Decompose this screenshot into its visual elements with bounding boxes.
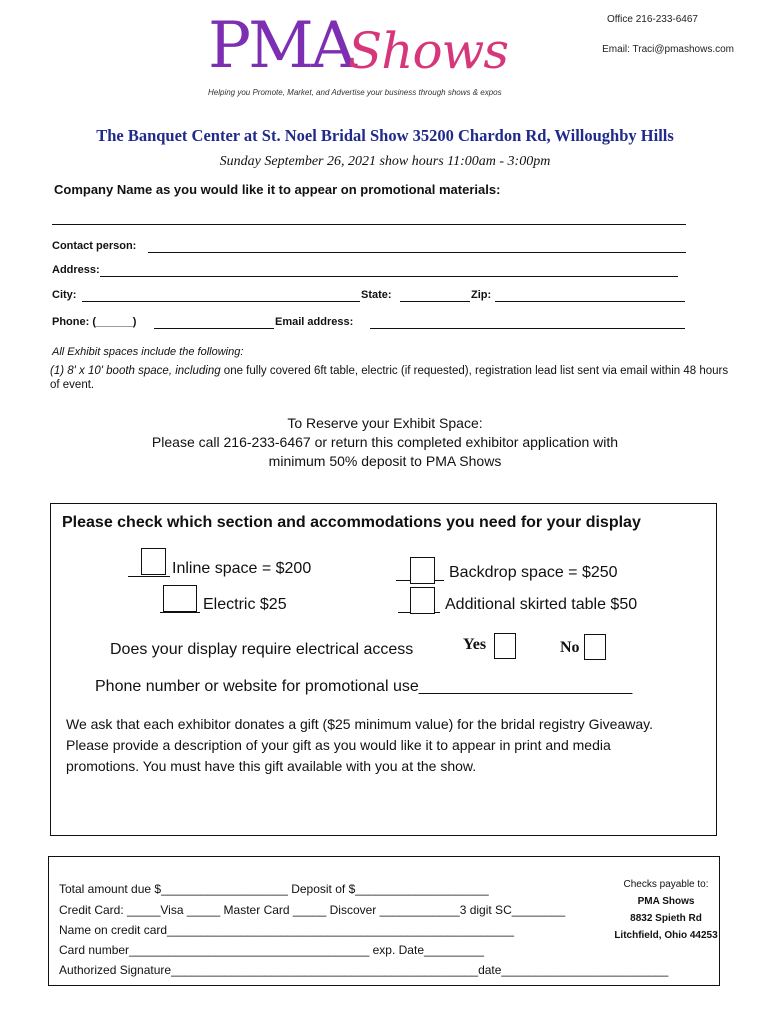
logo-shows-text: Shows [348,22,509,80]
city-field[interactable] [82,301,360,302]
exhibit-booth-size: (1) 8' x 10' booth space, including [50,365,221,377]
total-deposit-line[interactable]: Total amount due $___________________ Deposit of $____________________ [59,882,489,896]
zip-field[interactable] [495,301,685,302]
email-address-label: Email address: [275,316,354,328]
logo-tagline: Helping you Promote, Market, and Advertise your business through shows & expos [208,88,502,97]
reserve-line-2: Please call 216-233-6467 or return this completed exhibitor application with [151,434,619,450]
electrical-access-question: Does your display require electrical access [110,641,414,658]
backdrop-space-checkbox[interactable] [410,557,435,584]
card-number-line[interactable]: Card number____________________________________ exp. Date_________ [59,943,485,957]
exhibit-includes-list: one fully covered 6ft table, electric (if requested), registration lead list sent via email within 48 hours of event. [50,365,729,391]
electrical-no-checkbox[interactable] [584,634,606,660]
reserve-instructions [0,414,770,471]
checks-payable-block [606,879,726,941]
name-on-card-line[interactable]: Name on credit card____________________________________________________ [59,923,515,937]
state-label: State: [361,289,392,301]
office-phone: Office 216-233-6467 [607,14,698,25]
backdrop-space-label: Backdrop space = $250 [449,564,618,581]
exhibit-includes-detail [50,364,730,392]
checks-payable-label: Checks payable to: [623,879,709,890]
authorized-signature-line[interactable]: Authorized Signature______________________________________________date_________________________ [59,963,669,977]
gift-donation-text: We ask that each exhibitor donates a gift ($25 minimum value) for the bridal registry Giveaway. Please provide a description of your gift as you would like it to appear in print and media promotions. You must have this gift available with you at the show. [66,716,653,774]
pma-shows-logo [200,0,510,100]
electrical-yes-label: Yes [463,636,487,653]
email-address-field[interactable] [370,328,685,329]
reserve-line-3: minimum 50% deposit to PMA Shows [268,453,502,469]
exhibit-includes-note: All Exhibit spaces include the following: [52,346,244,358]
office-email: Email: Traci@pmashows.com [602,44,734,55]
electrical-yes-checkbox[interactable] [494,633,516,659]
zip-label: Zip: [471,289,492,301]
credit-card-type-line[interactable]: Credit Card: _____Visa _____ Master Card _____ Discover ____________3 digit SC________ [59,903,566,917]
electric-checkbox[interactable] [163,585,197,612]
promo-contact-question[interactable]: Phone number or website for promotional use________________________ [95,678,633,695]
address-label: Address: [52,264,100,276]
skirted-table-label: Additional skirted table $50 [445,596,638,613]
company-name-field[interactable] [52,224,686,225]
accommodations-title: Please check which section and accommodations you need for your display [62,514,641,531]
event-title: The Banquet Center at St. Noel Bridal Show 35200 Chardon Rd, Willoughby Hills [96,126,674,145]
payee-name: PMA Shows [637,896,695,907]
contact-person-field[interactable] [148,252,686,253]
inline-space-checkbox[interactable] [141,548,166,575]
payee-street: 8832 Spieth Rd [630,913,702,924]
logo-pma-text: PMA [208,9,354,83]
phone-label: Phone: (______) [52,316,137,328]
phone-field[interactable] [154,328,274,329]
inline-space-label: Inline space = $200 [172,560,312,577]
electric-underline [160,612,200,613]
contact-person-label: Contact person: [52,240,137,252]
electrical-no-label: No [560,639,580,656]
inline-underline [128,576,170,577]
company-name-label: Company Name as you would like it to appear on promotional materials: [54,182,501,197]
payee-city: Litchfield, Ohio 44253 [614,930,718,941]
electric-label: Electric $25 [203,596,287,613]
event-subtitle: Sunday September 26, 2021 show hours 11:00am - 3:00pm [219,154,551,169]
skirted-table-checkbox[interactable] [410,587,435,614]
address-field[interactable] [100,276,678,277]
reserve-heading: To Reserve your Exhibit Space: [287,415,483,431]
state-field[interactable] [400,301,470,302]
city-label: City: [52,289,77,301]
